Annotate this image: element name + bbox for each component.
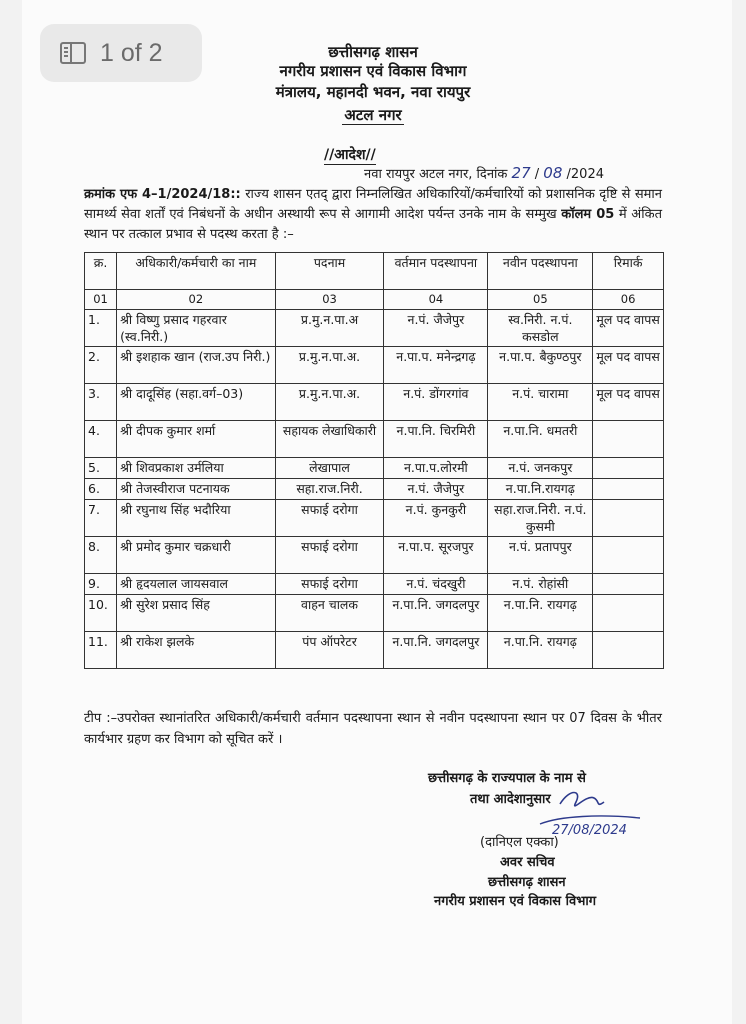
colnum-cell: 06 — [593, 290, 664, 310]
table-cell: सहायक लेखाधिकारी — [275, 421, 384, 458]
table-cell: सहा.राज.निरी. न.पं. कुसमी — [488, 500, 593, 537]
table-cell: प्र.मु.न.पा.अ — [275, 310, 384, 347]
header-cell: पदनाम — [275, 253, 384, 290]
table-row — [85, 347, 664, 384]
signature-date: 27/08/2024 — [552, 823, 627, 838]
colnum-cell: 02 — [117, 290, 276, 310]
table-cell — [593, 574, 664, 595]
table-cell — [593, 537, 664, 574]
table-cell: न.पा.प. सूरजपुर — [384, 537, 488, 574]
table-cell: मूल पद वापस — [593, 347, 664, 384]
table-row — [85, 500, 664, 537]
table-cell — [593, 458, 664, 479]
date-day: 27 — [511, 164, 531, 182]
date-month: 08 — [543, 164, 563, 182]
header-line-4 — [0, 105, 746, 125]
table-cell: प्र.मु.न.पा.अ. — [275, 384, 384, 421]
table-row — [85, 574, 664, 595]
header-cell: रिमार्क — [593, 253, 664, 290]
header-line-3: मंत्रालय, महानदी भवन, नवा रायपुर — [275, 83, 471, 101]
table-cell: श्री शिवप्रकाश उर्मलिया — [117, 458, 276, 479]
table-cell: श्री राकेश झलके — [117, 632, 276, 669]
table-cell — [593, 500, 664, 537]
table-row — [85, 384, 664, 421]
table-cell: न.पं. प्रतापपुर — [488, 537, 593, 574]
posting-table — [84, 252, 664, 669]
table-row — [85, 458, 664, 479]
table-cell: सफाई दरोगा — [275, 500, 384, 537]
table-cell: 5. — [85, 458, 117, 479]
table-cell: न.पं. जैजेपुर — [384, 479, 488, 500]
table-cell — [593, 632, 664, 669]
table-cell — [593, 479, 664, 500]
table-cell: मूल पद वापस — [593, 384, 664, 421]
colnum-cell: 01 — [85, 290, 117, 310]
table-cell: 9. — [85, 574, 117, 595]
signature-org-2: नगरीय प्रशासन एवं विकास विभाग — [434, 894, 597, 909]
table-cell: पंप ऑपरेटर — [275, 632, 384, 669]
date-prefix: नवा रायपुर अटल नगर, दिनांक — [364, 167, 508, 182]
table-cell: 1. — [85, 310, 117, 347]
table-cell: 8. — [85, 537, 117, 574]
table-cell: 4. — [85, 421, 117, 458]
table-cell: 10. — [85, 595, 117, 632]
table-cell: स्व.निरी. न.पं. कसडोल — [488, 310, 593, 347]
header-line-1: छत्तीसगढ़ शासन — [328, 43, 418, 61]
table-cell: न.पं. जनकपुर — [488, 458, 593, 479]
table-cell: न.पं. जैजेपुर — [384, 310, 488, 347]
table-colnum-row — [85, 290, 664, 310]
header-line-4-text: अटल नगर — [344, 106, 402, 124]
table-cell: मूल पद वापस — [593, 310, 664, 347]
table-cell: न.पं. चारामा — [488, 384, 593, 421]
table-cell: न.पा.नि. चिरमिरी — [384, 421, 488, 458]
table-row — [85, 421, 664, 458]
table-cell: 11. — [85, 632, 117, 669]
colnum-cell: 03 — [275, 290, 384, 310]
table-cell: सहा.राज.निरी. — [275, 479, 384, 500]
table-cell: प्र.मु.न.पा.अ. — [275, 347, 384, 384]
table-cell: न.पं. चंदखुरी — [384, 574, 488, 595]
table-cell: न.पा.नि. जगदलपुर — [384, 632, 488, 669]
order-body-b: में अंकित स्थान पर तत्काल प्रभाव से पदस्थ करता है :– — [84, 207, 663, 242]
table-cell: न.पा.नि. रायगढ़ — [488, 595, 593, 632]
table-cell: न.पं. कुनकुरी — [384, 500, 488, 537]
page-indicator-badge[interactable] — [40, 24, 202, 82]
table-cell: श्री तेजस्वीराज पटनायक — [117, 479, 276, 500]
order-body-bold: कॉलम 05 — [561, 207, 615, 222]
order-ref: क्रमांक एफ 4–1/2024/18:: — [84, 187, 241, 202]
table-cell — [593, 421, 664, 458]
table-row — [85, 595, 664, 632]
table-cell: न.पा.प. मनेन्द्रगढ़ — [384, 347, 488, 384]
order-title: //आदेश// — [324, 147, 376, 163]
table-cell: न.पं. डोंगरगांव — [384, 384, 488, 421]
colnum-cell: 04 — [384, 290, 488, 310]
table-cell: श्री विष्णु प्रसाद गहरवार (स्व.निरी.) — [117, 310, 276, 347]
table-cell: सफाई दरोगा — [275, 574, 384, 595]
table-row — [85, 632, 664, 669]
table-cell — [593, 595, 664, 632]
order-date-line: नवा रायपुर अटल नगर, दिनांक 27 / 08 /2024 — [364, 164, 604, 182]
table-row — [85, 479, 664, 500]
table-cell: लेखापाल — [275, 458, 384, 479]
table-row — [85, 537, 664, 574]
sidebar-icon[interactable] — [60, 42, 86, 64]
table-cell: श्री दीपक कुमार शर्मा — [117, 421, 276, 458]
header-cell: नवीन पदस्थापना — [488, 253, 593, 290]
table-cell: न.पा.प.लोरमी — [384, 458, 488, 479]
signature-line-1: छत्तीसगढ़ के राज्यपाल के नाम से — [428, 771, 586, 786]
note-text: टीप :–उपरोक्त स्थानांतरित अधिकारी/कर्मचारी वर्तमान पदस्थापना स्थान से नवीन पदस्थापना स्थान पर 07 दिवस के भीतर कार्यभार ग्रहण कर विभाग को सूचित करें । — [84, 711, 662, 747]
table-cell: न.पा.नि. रायगढ़ — [488, 632, 593, 669]
header-line-2: नगरीय प्रशासन एवं विकास विभाग — [279, 62, 467, 80]
table-cell: श्री दादूसिंह (सहा.वर्ग–03) — [117, 384, 276, 421]
table-cell: श्री हृदयलाल जायसवाल — [117, 574, 276, 595]
colnum-cell: 05 — [488, 290, 593, 310]
order-body-a: राज्य शासन एतद् द्वारा निम्नलिखित अधिकारियों/कर्मचारियों को प्रशासनिक दृष्टि से समान सामर्थ्य सेवा शर्तों एवं निबंधनों के अधीन अस्थायी रूप से आगामी आदेश पर्यन्त उनके नाम के सम्मुख — [84, 187, 662, 222]
table-cell: श्री रघुनाथ सिंह भदौरिया — [117, 500, 276, 537]
table-cell: 2. — [85, 347, 117, 384]
signature-line-2: तथा आदेशानुसार — [470, 792, 551, 807]
table-cell: न.पं. रोहांसी — [488, 574, 593, 595]
table-cell: श्री इशहाक खान (राज.उप निरी.) — [117, 347, 276, 384]
order-body — [84, 185, 662, 245]
table-row — [85, 310, 664, 347]
table-cell: 3. — [85, 384, 117, 421]
header-cell: वर्तमान पदस्थापना — [384, 253, 488, 290]
date-year: /2024 — [566, 167, 604, 182]
page-indicator-label: 1 of 2 — [100, 38, 163, 67]
table-cell: न.पा.नि. जगदलपुर — [384, 595, 488, 632]
signature-org-1: छत्तीसगढ़ शासन — [488, 875, 566, 890]
signature-name: (दानिएल एक्का) — [480, 835, 559, 850]
header-cell: अधिकारी/कर्मचारी का नाम — [117, 253, 276, 290]
table-cell: 6. — [85, 479, 117, 500]
signature-designation: अवर सचिव — [500, 855, 555, 870]
table-cell: श्री सुरेश प्रसाद सिंह — [117, 595, 276, 632]
table-cell: 7. — [85, 500, 117, 537]
table-cell: न.पा.नि. धमतरी — [488, 421, 593, 458]
table-header-row — [85, 253, 664, 290]
table-cell: वाहन चालक — [275, 595, 384, 632]
table-cell: न.पा.प. बैकुण्ठपुर — [488, 347, 593, 384]
table-cell: श्री प्रमोद कुमार चक्रधारी — [117, 537, 276, 574]
table-cell: सफाई दरोगा — [275, 537, 384, 574]
header-cell: क्र. — [85, 253, 117, 290]
table-cell: न.पा.नि.रायगढ़ — [488, 479, 593, 500]
